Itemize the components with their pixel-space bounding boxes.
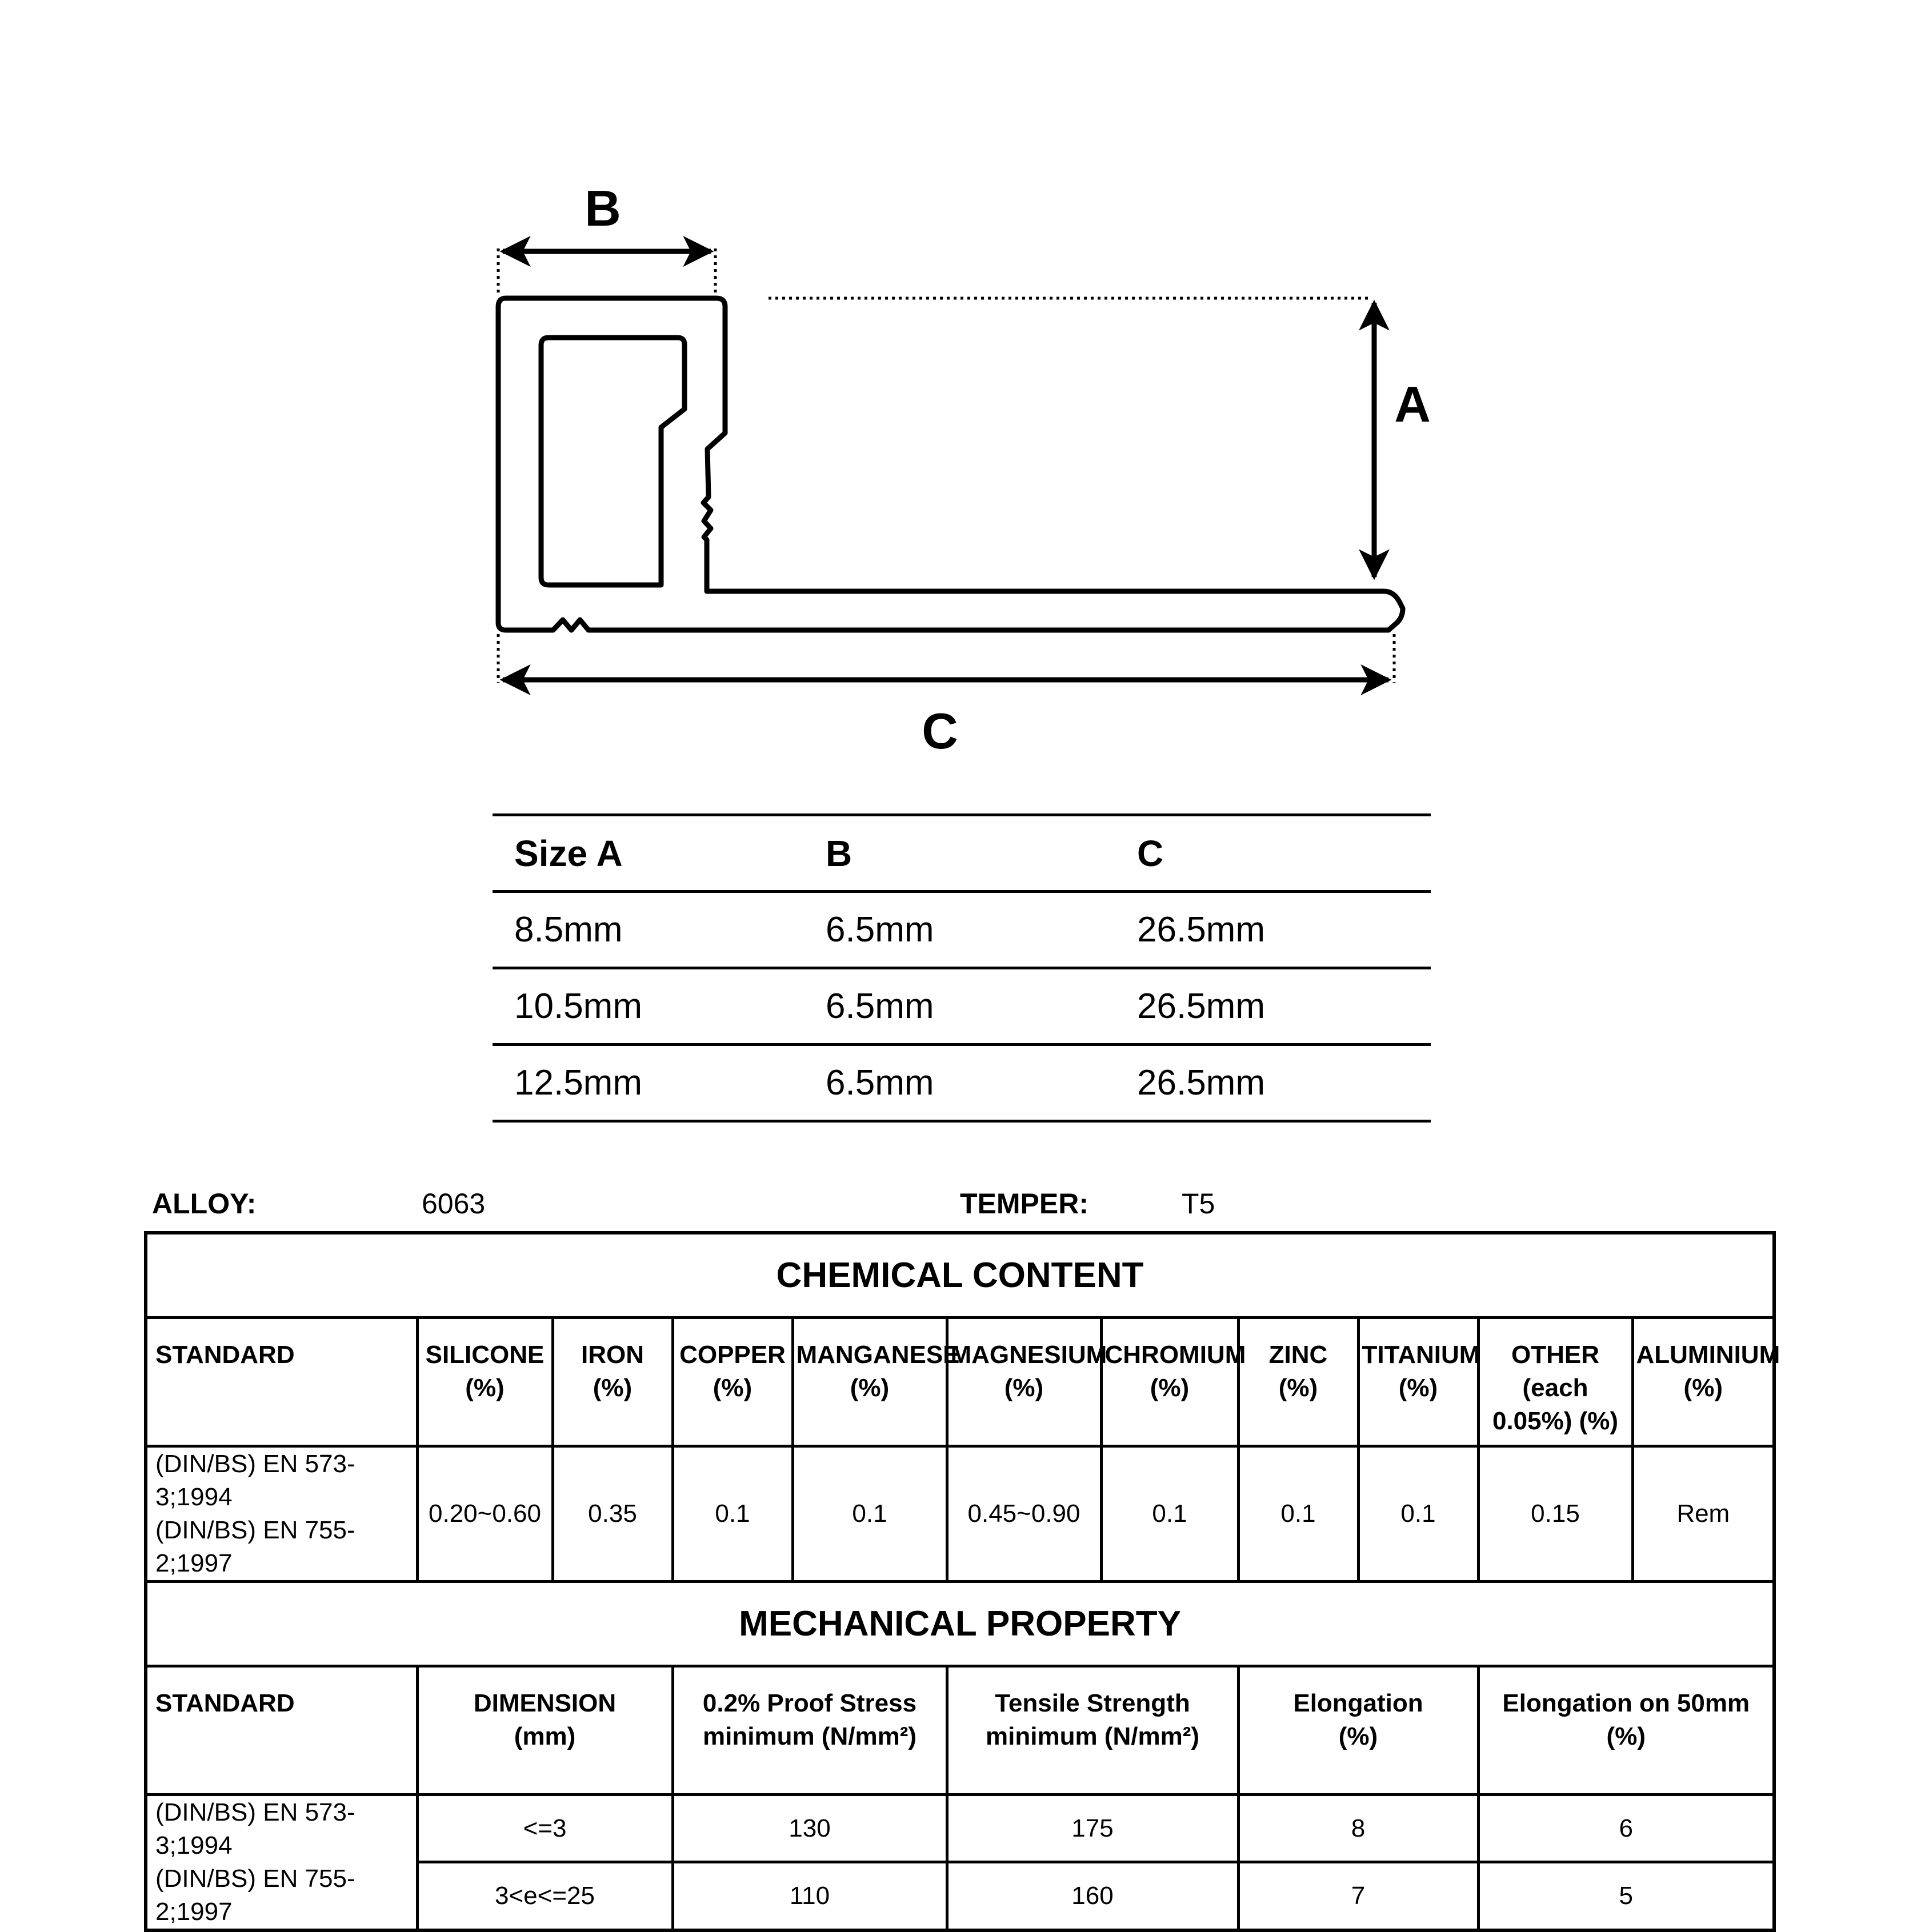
table-row <box>146 1795 1774 1862</box>
chem-value-cell: 0.35 <box>553 1446 673 1582</box>
size-cell: 6.5mm <box>804 892 1115 968</box>
chem-standard-header: STANDARD <box>146 1318 417 1446</box>
profile-outline <box>498 298 1403 630</box>
size-table <box>493 813 1431 1123</box>
chem-value-cell: 0.1 <box>1238 1446 1358 1582</box>
mech-col-dimension: DIMENSION (mm) <box>417 1666 673 1795</box>
dim-b-label: B <box>585 180 621 237</box>
table-row <box>146 1446 1774 1582</box>
size-header-c: C <box>1115 815 1431 892</box>
temper-value: T5 <box>1182 1188 1215 1220</box>
size-cell: 6.5mm <box>804 968 1115 1045</box>
size-cell: 26.5mm <box>1115 892 1431 968</box>
mech-standard-cell: (DIN/BS) EN 573-3;1994 (DIN/BS) EN 755-2;1997 <box>146 1795 417 1931</box>
table-row <box>493 1045 1431 1121</box>
chem-col-iron: IRON (%) <box>553 1318 673 1446</box>
chem-col-other: OTHER (each 0.05%) (%) <box>1478 1318 1632 1446</box>
chem-value-cell: 0.20~0.60 <box>417 1446 553 1582</box>
chem-value-cell: 0.1 <box>1101 1446 1238 1582</box>
profile-diagram <box>0 0 1905 788</box>
dim-a-label: A <box>1394 376 1431 432</box>
alloy-value: 6063 <box>422 1188 486 1220</box>
size-cell: 10.5mm <box>493 968 804 1045</box>
chem-value-cell: 0.1 <box>793 1446 947 1582</box>
size-cell: 12.5mm <box>493 1045 804 1121</box>
mech-value-cell: 175 <box>947 1795 1238 1862</box>
table-row <box>493 892 1431 968</box>
dim-c-label: C <box>922 703 958 759</box>
chem-value-cell: Rem <box>1632 1446 1774 1582</box>
size-cell: 26.5mm <box>1115 968 1431 1045</box>
chemical-content-title: CHEMICAL CONTENT <box>146 1233 1774 1318</box>
mech-value-cell: 8 <box>1238 1795 1478 1862</box>
mech-value-cell: 160 <box>947 1862 1238 1930</box>
mech-value-cell: 3<e<=25 <box>417 1862 673 1930</box>
mechanical-title-row <box>146 1582 1774 1666</box>
chem-col-manganese: MANGANESE (%) <box>793 1318 947 1446</box>
size-header-a: Size A <box>493 815 804 892</box>
chem-value-cell: 0.45~0.90 <box>947 1446 1101 1582</box>
size-cell: 6.5mm <box>804 1045 1115 1121</box>
chem-value-cell: 0.1 <box>673 1446 793 1582</box>
mech-value-cell: 7 <box>1238 1862 1478 1930</box>
chem-col-silicone: SILICONE (%) <box>417 1318 553 1446</box>
mech-col-elongation-50mm: Elongation on 50mm (%) <box>1478 1666 1774 1795</box>
alloy-label: ALLOY: <box>152 1188 257 1220</box>
size-table-header <box>493 815 1431 892</box>
mech-value-cell: <=3 <box>417 1795 673 1862</box>
chem-col-magnesium: MAGNESIUM (%) <box>947 1318 1101 1446</box>
table-row <box>493 968 1431 1045</box>
size-cell: 8.5mm <box>493 892 804 968</box>
chem-col-zinc: ZINC (%) <box>1238 1318 1358 1446</box>
mech-col-elongation: Elongation (%) <box>1238 1666 1478 1795</box>
chemical-header-row <box>146 1318 1774 1446</box>
mech-col-tensile-strength: Tensile Strength minimum (N/mm²) <box>947 1666 1238 1795</box>
mech-col-proof-stress: 0.2% Proof Stress minimum (N/mm²) <box>673 1666 947 1795</box>
mech-value-cell: 130 <box>673 1795 947 1862</box>
chem-value-cell: 0.15 <box>1478 1446 1632 1582</box>
profile-cavity <box>541 338 685 585</box>
spec-table <box>144 1231 1780 1932</box>
mech-value-cell: 5 <box>1478 1862 1774 1930</box>
chemical-title-row <box>146 1233 1774 1318</box>
size-cell: 26.5mm <box>1115 1045 1431 1121</box>
mech-value-cell: 110 <box>673 1862 947 1930</box>
mechanical-header-row <box>146 1666 1774 1795</box>
chem-col-titanium: TITANIUM (%) <box>1358 1318 1478 1446</box>
mech-value-cell: 6 <box>1478 1795 1774 1862</box>
temper-label: TEMPER: <box>960 1188 1088 1220</box>
chem-col-copper: COPPER (%) <box>673 1318 793 1446</box>
chem-value-cell: 0.1 <box>1358 1446 1478 1582</box>
chem-standard-cell: (DIN/BS) EN 573-3;1994 (DIN/BS) EN 755-2;1997 <box>146 1446 417 1582</box>
chem-col-aluminium: ALUMINIUM (%) <box>1632 1318 1774 1446</box>
chem-col-chromium: CHROMIUM (%) <box>1101 1318 1238 1446</box>
mech-standard-header: STANDARD <box>146 1666 417 1795</box>
mechanical-property-title: MECHANICAL PROPERTY <box>146 1582 1774 1666</box>
size-header-b: B <box>804 815 1115 892</box>
